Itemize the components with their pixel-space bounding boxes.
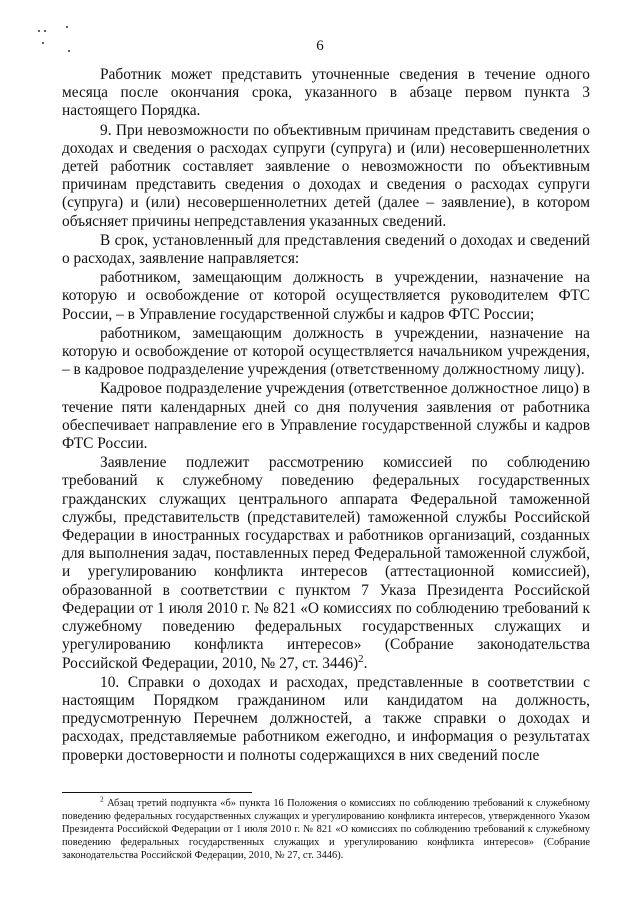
footnote-reference[interactable]: 2 bbox=[358, 652, 364, 665]
paragraph: 9. При невозможности по объективным причинам представить сведения о доходах и сведения о расходах супруги (супруга) и (или) несовершеннолетних детей работник составляет заявление о невозможности по объективным причинам представить сведения о доходах и сведения о расходах супруги (супруга) и (или) несовершеннолетних детей (далее – заявление), в котором объясняет причины непредставления указанных сведений. bbox=[62, 121, 590, 230]
paragraph-text: Заявление подлежит рассмотрению комиссией по соблюдению требований к служебному поведению федеральных государственных гражданских служащих центрального аппарата Федеральной таможенной службы, представительств (представителей) таможенной службы Российской Федерации в иностранных государствах и работников организаций, созданных для выполнения задач, поставленных перед Федеральной таможенной службой, и урегулированию конфликта интересов (аттестационной комиссией), образованной в соответствии с пунктом 7 Указа Президента Российской Федерации от 1 июля 2010 г. № 821 «О комиссиях по соблюдению требований к служебному поведению федеральных государственных служащих и урегулированию конфликта интересов» (Собрание законодательства Российской Федерации, 2010, № 27, ст. 3446) bbox=[62, 454, 590, 672]
footnote-divider bbox=[62, 792, 252, 793]
footnote-text: Абзац третий подпункта «б» пункта 16 Положения о комиссиях по соблюдению требований к служебному поведению федеральных государственных служащих и урегулированию конфликта интересов, утвержденного Указом Президента Российской Федерации от 1 июля 2010 г. № 821 «О комиссиях по соблюдению требований к служебному поведению федеральных государственных служащих и урегулированию конфликта интересов» (Собрание законодательства Российской Федерации, 2010, № 27, ст. 3446). bbox=[62, 798, 590, 861]
page-number: 6 bbox=[316, 38, 324, 54]
paragraph: Кадровое подразделение учреждения (ответственное должностное лицо) в течение пяти календарных дней со дня получения заявления от работника обеспечивает направление его в Управление государственной службы и кадров ФТС России. bbox=[62, 380, 590, 453]
paragraph-with-footnote bbox=[62, 454, 590, 672]
paragraph: работником, замещающим должность в учреждении, назначение на которую и освобождение от которой осуществляется начальником учреждения, – в кадровое подразделение учреждения (ответственному должностному лицу). bbox=[62, 324, 590, 379]
footnote-marker: 2 bbox=[100, 795, 104, 804]
document-body bbox=[62, 66, 590, 766]
paragraph: 10. Справки о доходах и расходах, представленные в соответствии с настоящим Порядком гражданином или кандидатом на должность, предусмотренную Перечнем должностей, а также справки о доходах и расходах, представляемые работником ежегодно, и информация о результатах проверки достоверности и полноты содержащихся в них сведений после bbox=[62, 673, 590, 764]
footnote bbox=[62, 797, 590, 862]
paragraph: В срок, установленный для представления сведений о доходах и сведений о расходах, заявление направляется: bbox=[62, 231, 590, 268]
paragraph: работником, замещающим должность в учреждении, назначение на которую и освобождение от которой осуществляется руководителем ФТС России, – в Управление государственной службы и кадров ФТС России; bbox=[62, 269, 590, 323]
paragraph-end: . bbox=[363, 654, 368, 672]
paragraph: Работник может представить уточненные сведения в течение одного месяца после окончания срока, указанного в абзаце первом пункта 3 настоящего Порядка. bbox=[62, 66, 590, 120]
